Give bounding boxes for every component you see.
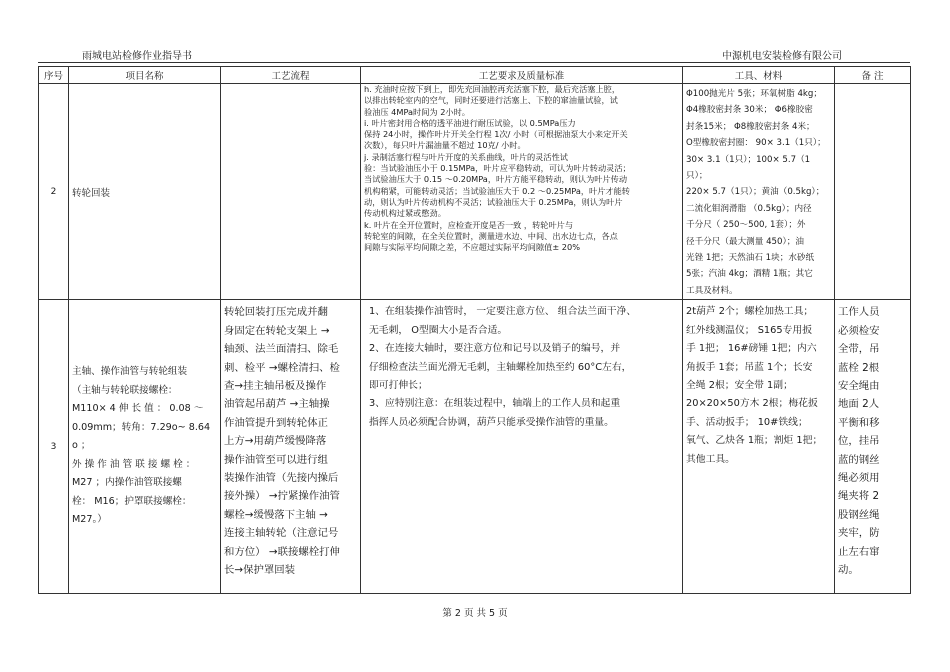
col-header-requirements: 工艺要求及质量标准: [361, 67, 683, 84]
row-number: 3: [39, 300, 69, 594]
table-header-row: [39, 67, 911, 84]
notes: [835, 84, 911, 300]
table-row: [39, 84, 911, 300]
row-number: 2: [39, 84, 69, 300]
tools-materials: 2t葫芦 2个；螺栓加热工具； 红外线测温仪； S165专用扳 手 1把； 16#磅锤 1把；内六 角扳手 1套；吊蓝 1个；长安 全绳 2根；安全带 1副； 20×20×50方木 2根；梅花扳 手、活动扳手； 10#铁线； 氧气、乙炔各 1瓶；割炬 1把； 其他工具。: [683, 300, 835, 594]
process-flow: [221, 84, 361, 300]
tools-materials: Φ100抛光片 5张；环氧树脂 4kg； Φ4橡胶密封条 30米； Φ6橡胶密 封条15米； Φ8橡胶密封条 4米； O型橡胶密封圈： 90× 3.1（1只）； 30× 3.1（1只）；100× 5.7（1只）； 220× 5.7（1只）；黄油（0.5kg）； 二流化钼润滑脂 （0.5kg）；内径 千分尺（ 250～500, 1套）；外 径千分尺（最大测量 450）；油 光锉 1把；天然油石 1块；水砂纸 5张；汽油 4kg；酒精 1瓶；其它 工具及材料。: [683, 84, 835, 300]
item-name: 转轮回装: [69, 84, 221, 300]
table-row: [39, 300, 911, 594]
col-header-notes: 备 注: [835, 67, 911, 84]
notes: 工作人员 必须检安 全带，吊 蓝栓 2根 安全绳由 地面 2人 平衡和移 位，挂吊 蓝的钢丝 绳必须用 绳夹将 2 股钢丝绳 夹牢，防 止左右窜 动。: [835, 300, 911, 594]
col-header-flow: 工艺流程: [221, 67, 361, 84]
quality-requirements: 1、在组装操作油管时， 一定要注意方位、 组合法兰面干净、 无毛刺， O型圈大小是否合适。 2、在连接大轴时，要注意方位和记号以及销子的编号，并 仔细检查法兰面光滑无毛刺，主轴螺栓加热至约 60°C左右， 即可打伸长； 3、应特别注意：在组装过程中，轴端上的工作人员和起重 指挥人员必须配合协调，葫芦只能承受操作油管的重量。: [361, 300, 683, 594]
col-header-name: 项目名称: [69, 67, 221, 84]
item-name: 主轴、操作油管与转轮组装 （主轴与转轮联接螺栓： M110× 4 伸 长 值 ： 0.08 ～ 0.09mm；转角：7.29o~ 8.64 o ； 外 操 作 油 管 联 接 螺 栓 ： M27 ；内操作油管联接螺 栓： M16；护罩联接螺栓： M27。）: [69, 300, 221, 594]
col-header-no: 序号: [39, 67, 69, 84]
quality-requirements: h. 充油时应按下到上，即先充回油腔再充活塞下腔，最后充活塞上腔， 以排出转轮室内的空气，同时还要进行活塞上、下腔的窜油量试验，试 验油压 4MPa时间为 2小时。 i. 叶片密封用合格的透平油进行耐压试验，以 0.5MPa压力 保持 24小时，操作叶片开关全行程 1次/ 小时（可根据油泵大小来定开关 次数），每只叶片漏油量不超过 10克/ 小时。 j. 录制活塞行程与叶片开度的关系曲线，叶片的灵活性试 验：当试验油压小于 0.15MPa，叶片应平稳转动，可认为叶片转动灵活； 当试验油压大于 0.15 ～0.20MPa，叶片方能平稳转动，则认为叶片传动 机构稍紧，可能转动灵活；当试验油压大于 0.2 ～0.25MPa，叶片才能转 动，则认为叶片传动机构不灵活；试验油压大于 0.25MPa，则认为叶片 传动机构过紧或憋劲。 k. 叶片在全开位置时，应检查开度是否一致 ，转轮叶片与 转轮室的间隙，在全关位置时，测量进水边、中间、出水边七点，各点 间隙与实际平均间隙之差，不应超过实际平均间隙值± 20%: [361, 84, 683, 300]
process-flow: 转轮回装打压完成并翻 身固定在转轮支架上 → 轴颈、法兰面清扫、除毛 刺、检平 →螺栓清扫、检 查→挂主轴吊板及操作 油管起吊葫芦 →主轴操 作油管提升到转轮体正 上方→用葫芦缓慢降落 操作油管至可以进行组 装操作油管（先接内操后 接外操） →拧紧操作油管 螺栓→缓慢落下主轴 → 连接主轴转轮（注意记号 和方位） →联接螺栓打伸 长→保护罩回装: [221, 300, 361, 594]
header-rule: [38, 62, 910, 63]
header-doc-title: 雨城电站检修作业指导书: [82, 51, 192, 62]
col-header-tools: 工具、材料: [683, 67, 835, 84]
header-company: 中源机电安装检修有限公司: [722, 51, 842, 62]
work-instruction-table: [38, 66, 911, 594]
page-footer: 第 2 页 共 5 页: [442, 608, 508, 619]
